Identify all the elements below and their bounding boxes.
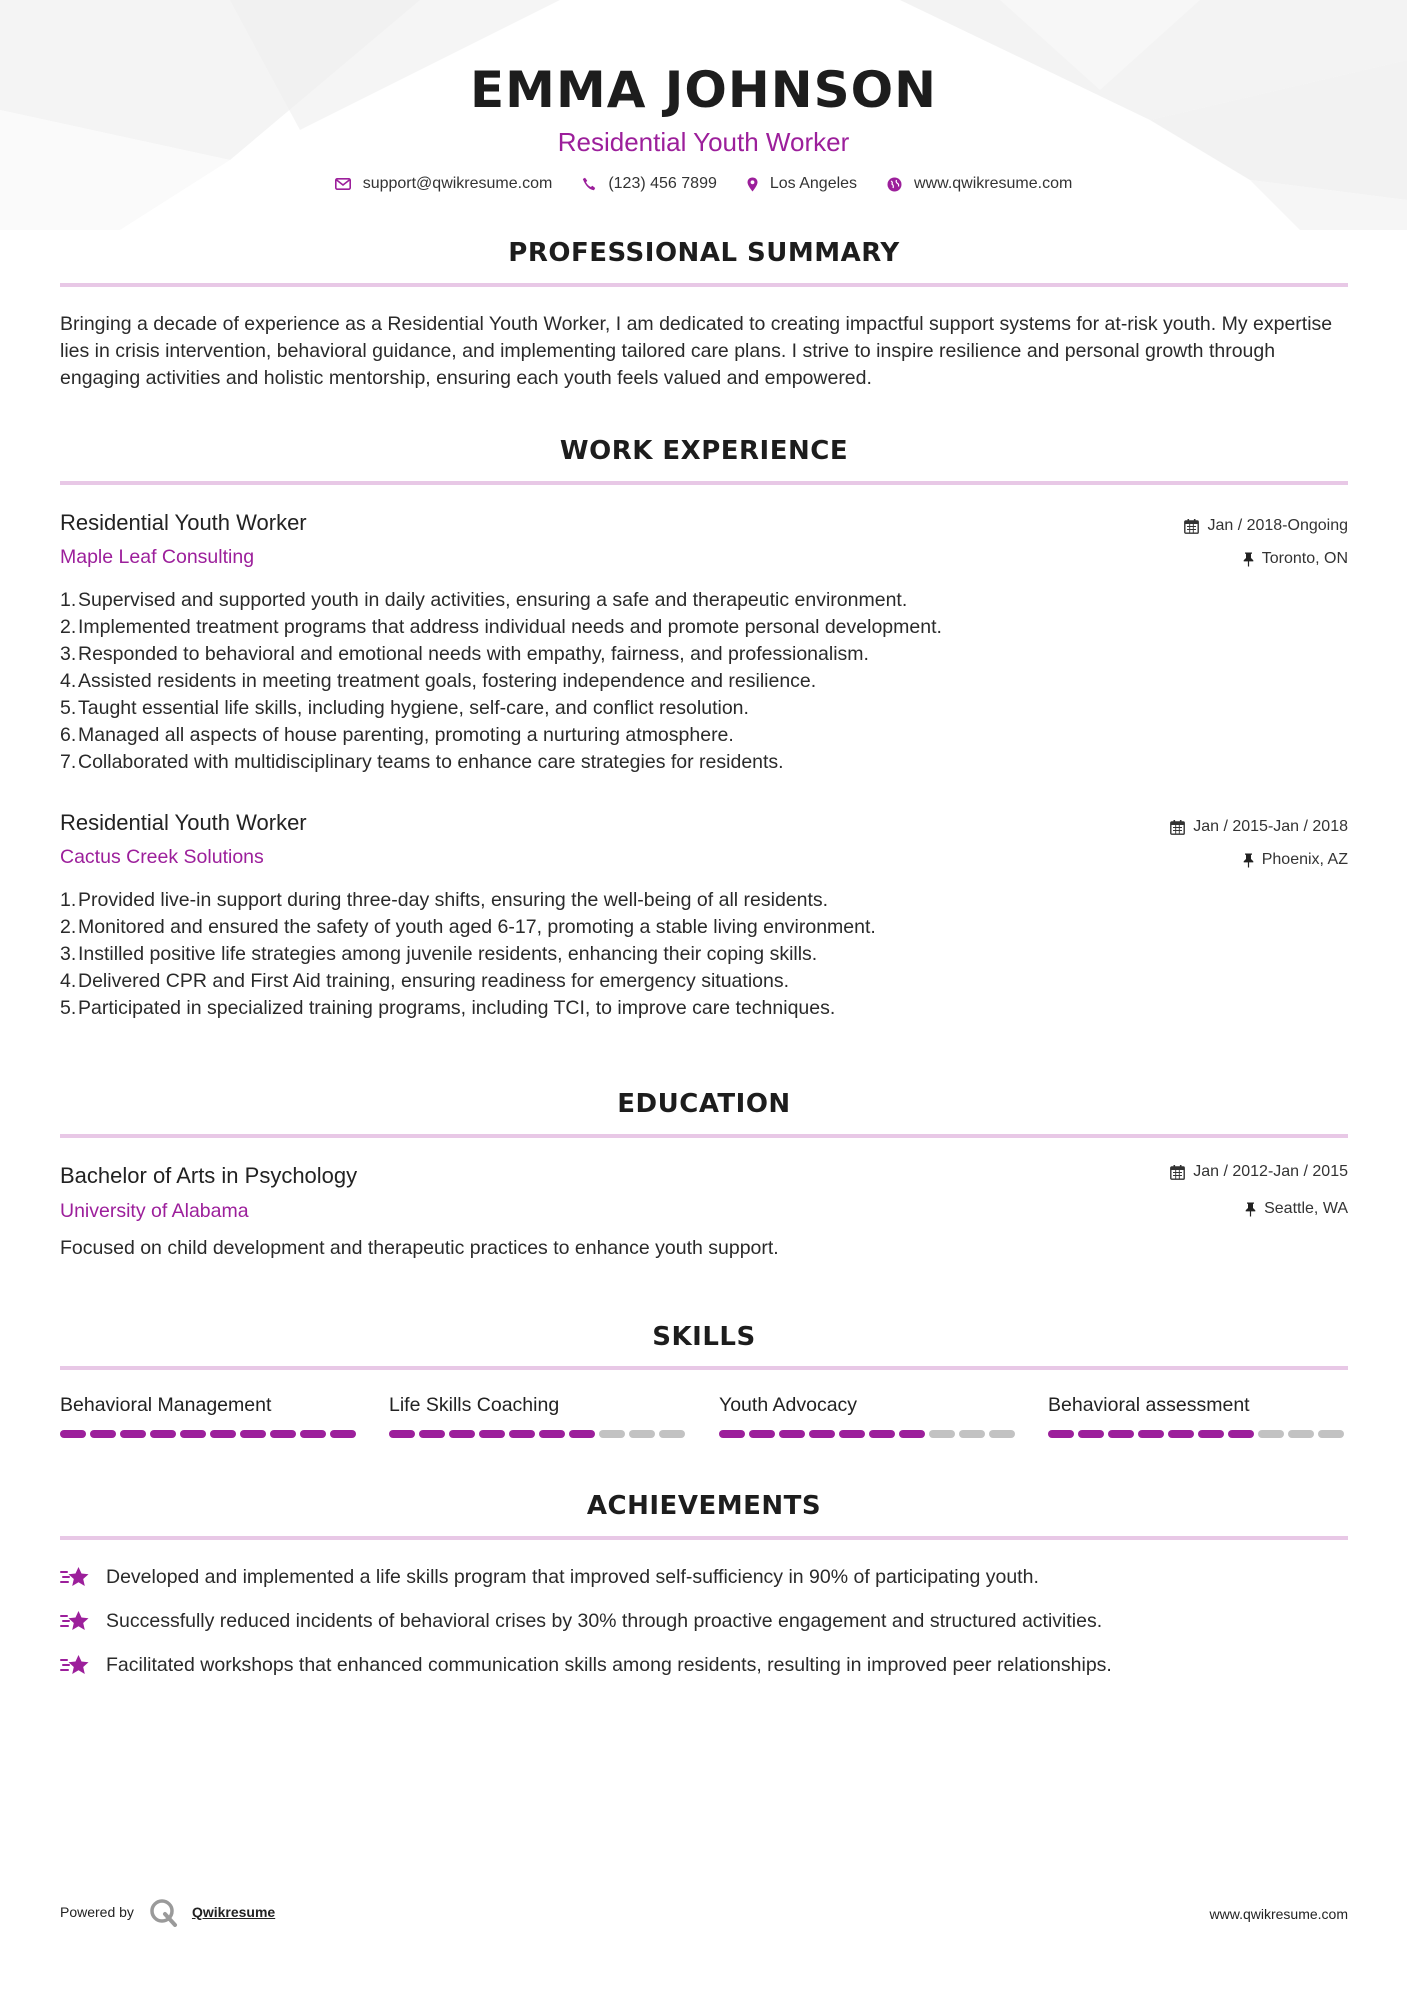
skill-segment-filled: [899, 1430, 925, 1438]
job-2-dates: [1170, 818, 1348, 836]
map-pin-icon: [747, 177, 758, 192]
skill-segment-filled: [479, 1430, 505, 1438]
summary-text: Bringing a decade of experience as a Residential Youth Worker, I am dedicated to creating impactful support systems for at-risk youth. My expertise lies in crisis intervention, behavioral guidance, and implementing tailored care plans. I strive to inspire resilience and personal growth through engaging activities and holistic mentorship, ensuring each youth feels valued and empowered.: [60, 313, 1333, 389]
skill-segment-filled: [1078, 1430, 1104, 1438]
contact-location: [747, 175, 857, 193]
skill-segment-empty: [1318, 1430, 1344, 1438]
shooting-star-icon: [60, 1608, 92, 1634]
globe-icon: [887, 177, 902, 192]
skill-level-bar: [1048, 1430, 1348, 1438]
skill-name: Youth Advocacy: [719, 1394, 858, 1416]
achievement-item: [60, 1652, 1112, 1678]
skill-segment-filled: [1168, 1430, 1194, 1438]
list-item: 5. Participated in specialized training programs, including TCI, to improve care techniques.: [60, 997, 836, 1019]
contact-website[interactable]: [887, 175, 1072, 193]
pushpin-icon: [1245, 1202, 1256, 1217]
education-degree: Bachelor of Arts in Psychology: [60, 1163, 358, 1188]
achievement-text: Successfully reduced incidents of behavioral crises by 30% through proactive engagement and structured activities.: [106, 1609, 1103, 1632]
contact-bar: [0, 175, 1407, 193]
list-item: 3. Instilled positive life strategies among juvenile residents, enhancing their coping skills.: [60, 943, 818, 965]
skill-segment-empty: [599, 1430, 625, 1438]
job-1-company: Maple Leaf Consulting: [60, 546, 255, 568]
list-item: 7. Collaborated with multidisciplinary teams to enhance care strategies for residents.: [60, 751, 784, 773]
skill-segment-empty: [659, 1430, 685, 1438]
job-1-location-text: Toronto, ON: [1261, 550, 1348, 567]
calendar-icon: [1170, 1165, 1185, 1180]
list-item: 2. Implemented treatment programs that address individual needs and promote personal development.: [60, 616, 942, 638]
contact-phone-text: (123) 456 7899: [608, 175, 717, 192]
skill-segment-filled: [839, 1430, 865, 1438]
footer-powered-by: [60, 1897, 275, 1927]
skill-name: Life Skills Coaching: [389, 1394, 560, 1416]
skill-segment-filled: [719, 1430, 745, 1438]
skill-segment-empty: [1258, 1430, 1284, 1438]
contact-phone[interactable]: [582, 175, 717, 193]
skill-item: [1048, 1392, 1348, 1438]
skill-segment-filled: [60, 1430, 86, 1438]
education-location-text: Seattle, WA: [1264, 1200, 1348, 1217]
skill-segment-filled: [749, 1430, 775, 1438]
skill-item: [60, 1392, 360, 1438]
pushpin-icon: [1243, 552, 1254, 567]
skills-divider: [60, 1366, 1348, 1370]
experience-divider: [60, 481, 1348, 485]
skills-heading: SKILLS: [652, 1322, 756, 1352]
skill-segment-filled: [330, 1430, 356, 1438]
list-item: 1. Supervised and supported youth in daily activities, ensuring a safe and therapeutic environment.: [60, 589, 908, 611]
achievements-heading: ACHIEVEMENTS: [586, 1491, 822, 1521]
job-1-dates-text: Jan / 2018-Ongoing: [1207, 517, 1348, 534]
skill-segment-empty: [959, 1430, 985, 1438]
skill-level-bar: [719, 1430, 1019, 1438]
skill-item: [719, 1392, 1019, 1438]
education-description: Focused on child development and therapeutic practices to enhance youth support.: [60, 1237, 779, 1259]
achievements-divider: [60, 1536, 1348, 1540]
skill-segment-filled: [300, 1430, 326, 1438]
contact-email-text: support@qwikresume.com: [362, 175, 553, 192]
skill-segment-empty: [1288, 1430, 1314, 1438]
contact-location-text: Los Angeles: [769, 175, 858, 192]
job-1-dates: [1184, 517, 1348, 535]
list-item: 1. Provided live-in support during three-day shifts, ensuring the well-being of all residents.: [60, 889, 829, 911]
skill-segment-filled: [1048, 1430, 1074, 1438]
skill-segment-filled: [1108, 1430, 1134, 1438]
list-item: 4. Delivered CPR and First Aid training, ensuring readiness for emergency situations.: [60, 970, 790, 992]
education-location: [1245, 1200, 1348, 1218]
skill-segment-filled: [180, 1430, 206, 1438]
education-heading: EDUCATION: [617, 1089, 791, 1119]
footer-website-link[interactable]: www.qwikresume.com: [1209, 1906, 1348, 1922]
summary-heading: PROFESSIONAL SUMMARY: [508, 238, 900, 268]
skill-segment-filled: [419, 1430, 445, 1438]
skill-level-bar: [389, 1430, 689, 1438]
skill-segment-empty: [629, 1430, 655, 1438]
skill-segment-filled: [90, 1430, 116, 1438]
achievement-text: Developed and implemented a life skills program that improved self-sufficiency in 90% of participating youth.: [106, 1565, 1039, 1588]
experience-heading: WORK EXPERIENCE: [559, 436, 849, 466]
shooting-star-icon: [60, 1652, 92, 1678]
skill-item: [389, 1392, 689, 1438]
contact-website-text: www.qwikresume.com: [914, 175, 1073, 192]
education-dates: [1170, 1163, 1348, 1181]
job-2-dates-text: Jan / 2015-Jan / 2018: [1193, 818, 1348, 835]
job-2-location: [1243, 851, 1348, 869]
skill-segment-filled: [210, 1430, 236, 1438]
skill-segment-filled: [389, 1430, 415, 1438]
pushpin-icon: [1243, 853, 1254, 868]
skill-segment-filled: [869, 1430, 895, 1438]
job-1-bullets: [60, 587, 1310, 776]
list-item: 2. Monitored and ensured the safety of youth aged 6-17, promoting a stable living environment.: [60, 916, 876, 938]
envelope-icon: [335, 178, 351, 190]
achievement-item: [60, 1564, 1039, 1590]
job-2-bullets: [60, 887, 1310, 1022]
achievement-text: Facilitated workshops that enhanced communication skills among residents, resulting in improved peer relationships.: [106, 1653, 1112, 1676]
skill-segment-empty: [989, 1430, 1015, 1438]
job-2-location-text: Phoenix, AZ: [1261, 851, 1348, 868]
achievement-item: [60, 1608, 1102, 1634]
skill-segment-filled: [1198, 1430, 1224, 1438]
skill-segment-filled: [150, 1430, 176, 1438]
education-school: University of Alabama: [60, 1200, 249, 1222]
education-dates-text: Jan / 2012-Jan / 2015: [1193, 1163, 1348, 1180]
skill-level-bar: [60, 1430, 360, 1438]
powered-by-label: Powered by: [60, 1904, 134, 1920]
education-divider: [60, 1134, 1348, 1138]
list-item: 6. Managed all aspects of house parenting, promoting a nurturing atmosphere.: [60, 724, 734, 746]
skill-segment-filled: [270, 1430, 296, 1438]
skill-segment-filled: [449, 1430, 475, 1438]
list-item: 5. Taught essential life skills, including hygiene, self-care, and conflict resolution.: [60, 697, 749, 719]
job-1-title: Residential Youth Worker: [60, 510, 307, 535]
skill-segment-filled: [240, 1430, 266, 1438]
calendar-icon: [1184, 519, 1199, 534]
job-1-location: [1243, 550, 1348, 568]
skill-name: Behavioral Management: [60, 1394, 272, 1416]
skill-segment-filled: [1228, 1430, 1254, 1438]
skill-name: Behavioral assessment: [1048, 1394, 1250, 1416]
list-item: 3. Responded to behavioral and emotional needs with empathy, fairness, and professionalism.: [60, 643, 869, 665]
contact-email[interactable]: [335, 175, 553, 193]
skill-segment-filled: [509, 1430, 535, 1438]
skill-segment-empty: [929, 1430, 955, 1438]
qwikresume-link[interactable]: Qwikresume: [191, 1904, 276, 1920]
job-2-title: Residential Youth Worker: [60, 810, 307, 835]
summary-divider: [60, 283, 1348, 287]
list-item: 4. Assisted residents in meeting treatment goals, fostering independence and resilience.: [60, 670, 817, 692]
calendar-icon: [1170, 820, 1185, 835]
skill-segment-filled: [779, 1430, 805, 1438]
skill-segment-filled: [569, 1430, 595, 1438]
skill-segment-filled: [1138, 1430, 1164, 1438]
job-2-company: Cactus Creek Solutions: [60, 846, 264, 868]
candidate-role: Residential Youth Worker: [557, 127, 850, 157]
resume-header: [0, 58, 1407, 158]
skill-segment-filled: [539, 1430, 565, 1438]
phone-icon: [582, 177, 596, 191]
candidate-name: EMMA JOHNSON: [470, 61, 937, 119]
skill-segment-filled: [120, 1430, 146, 1438]
qwikresume-logo-icon: [148, 1897, 178, 1927]
skill-segment-filled: [809, 1430, 835, 1438]
shooting-star-icon: [60, 1564, 92, 1590]
